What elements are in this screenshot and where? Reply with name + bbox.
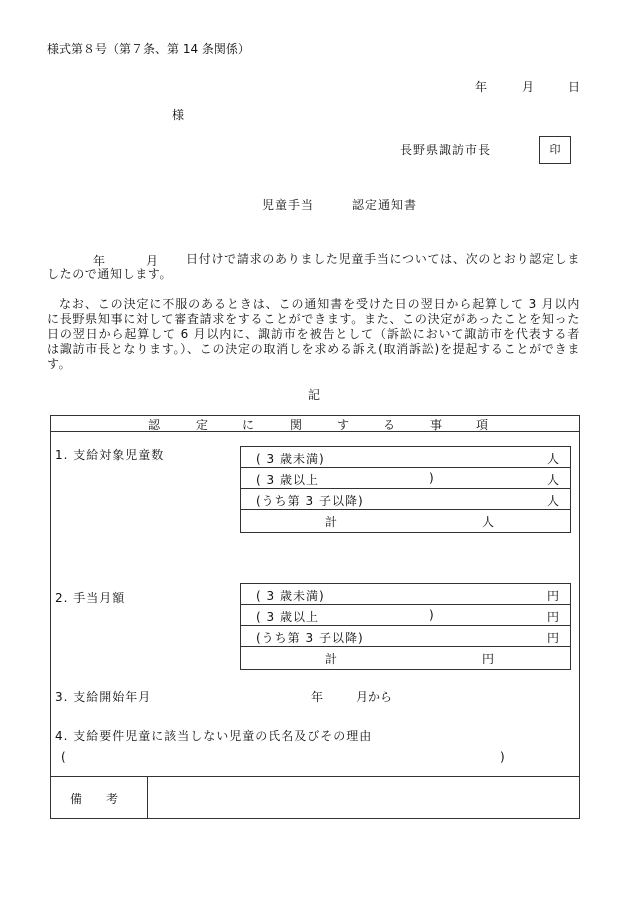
row-label: ( 3 歳以上 bbox=[256, 473, 319, 487]
date-day-label: 日 bbox=[568, 80, 581, 94]
total-unit: 円 bbox=[482, 652, 496, 666]
item4-open-paren: ( bbox=[61, 750, 66, 764]
header-char: 項 bbox=[476, 418, 489, 432]
row-label: (うち第 3 子以降) bbox=[256, 631, 364, 645]
intro-year: 年 bbox=[93, 254, 106, 268]
row-unit: 円 bbox=[547, 589, 561, 603]
item1-label: 1. 支給対象児童数 bbox=[55, 448, 165, 462]
header-char: に bbox=[242, 418, 255, 432]
row-label: (うち第 3 子以降) bbox=[256, 494, 364, 508]
header-char: 事 bbox=[430, 418, 443, 432]
row-unit: 円 bbox=[547, 631, 561, 645]
item1-row-total bbox=[241, 510, 570, 533]
intro-text: 日付けで請求のありました児童手当については、次のとおり認定しましたので通知します。 bbox=[47, 252, 580, 281]
header-char: す bbox=[337, 418, 350, 432]
item2-label: 2. 手当月額 bbox=[55, 591, 126, 605]
item1-row-under3 bbox=[241, 447, 570, 468]
total-label: 計 bbox=[325, 652, 339, 666]
row-close: ) bbox=[429, 471, 435, 485]
item3-year: 年 bbox=[311, 690, 324, 704]
item4-label: 4. 支給要件児童に該当しない児童の氏名及びその理由 bbox=[55, 729, 373, 743]
header-char: る bbox=[383, 418, 396, 432]
remarks-divider bbox=[50, 776, 580, 777]
addressee-suffix: 様 bbox=[172, 108, 185, 122]
form-number: 様式第８号（第７条、第 14 条関係） bbox=[47, 42, 250, 56]
title-certification-notice: 認定通知書 bbox=[352, 198, 418, 212]
item2-row-third-child bbox=[241, 626, 570, 647]
issuer-name: 長野県諏訪市長 bbox=[400, 143, 492, 157]
item4-close-paren: ) bbox=[500, 750, 505, 764]
row-label: ( 3 歳未満) bbox=[256, 589, 325, 603]
item1-row-over3 bbox=[241, 468, 570, 489]
item2-row-over3 bbox=[241, 605, 570, 626]
item2-row-under3 bbox=[241, 584, 570, 605]
total-unit: 人 bbox=[482, 515, 496, 529]
seal-box: 印 bbox=[539, 136, 571, 164]
total-label: 計 bbox=[325, 515, 339, 529]
item3-label: 3. 支給開始年月 bbox=[55, 690, 152, 704]
header-divider bbox=[50, 431, 580, 432]
header-char: 関 bbox=[290, 418, 303, 432]
row-unit: 人 bbox=[547, 494, 561, 508]
row-unit: 円 bbox=[547, 610, 561, 624]
item3-month-from: 月から bbox=[356, 690, 393, 704]
row-label: ( 3 歳以上 bbox=[256, 610, 319, 624]
item1-box bbox=[240, 446, 571, 533]
title-child-allowance: 児童手当 bbox=[262, 198, 315, 212]
row-unit: 人 bbox=[547, 473, 561, 487]
row-close: ) bbox=[429, 608, 435, 622]
item1-row-third-child bbox=[241, 489, 570, 510]
appeal-notice: なお、この決定に不服のあるときは、この通知書を受けた日の翌日から起算して 3 月以内に長野県知事に対して審査請求をすることができます。また、この決定があったことを知った日の翌日から起算して 6 月以内に、諏訪市を被告として（訴訟において諏訪市を代表する者は諏訪市長となります。）、この決定の取消しを求める訴え(取消訴訟)を提起することができます。 bbox=[47, 297, 580, 371]
header-char: 定 bbox=[196, 418, 209, 432]
intro-month: 月 bbox=[146, 254, 159, 268]
date-month-label: 月 bbox=[522, 80, 535, 94]
row-label: ( 3 歳未満) bbox=[256, 452, 325, 466]
item2-box bbox=[240, 583, 571, 670]
ki-heading: 記 bbox=[308, 388, 321, 402]
remarks-label: 備 考 bbox=[70, 792, 119, 806]
remarks-vertical-divider bbox=[147, 776, 148, 818]
header-char: 認 bbox=[148, 418, 161, 432]
date-year-label: 年 bbox=[475, 80, 488, 94]
item2-row-total bbox=[241, 647, 570, 670]
row-unit: 人 bbox=[547, 452, 561, 466]
